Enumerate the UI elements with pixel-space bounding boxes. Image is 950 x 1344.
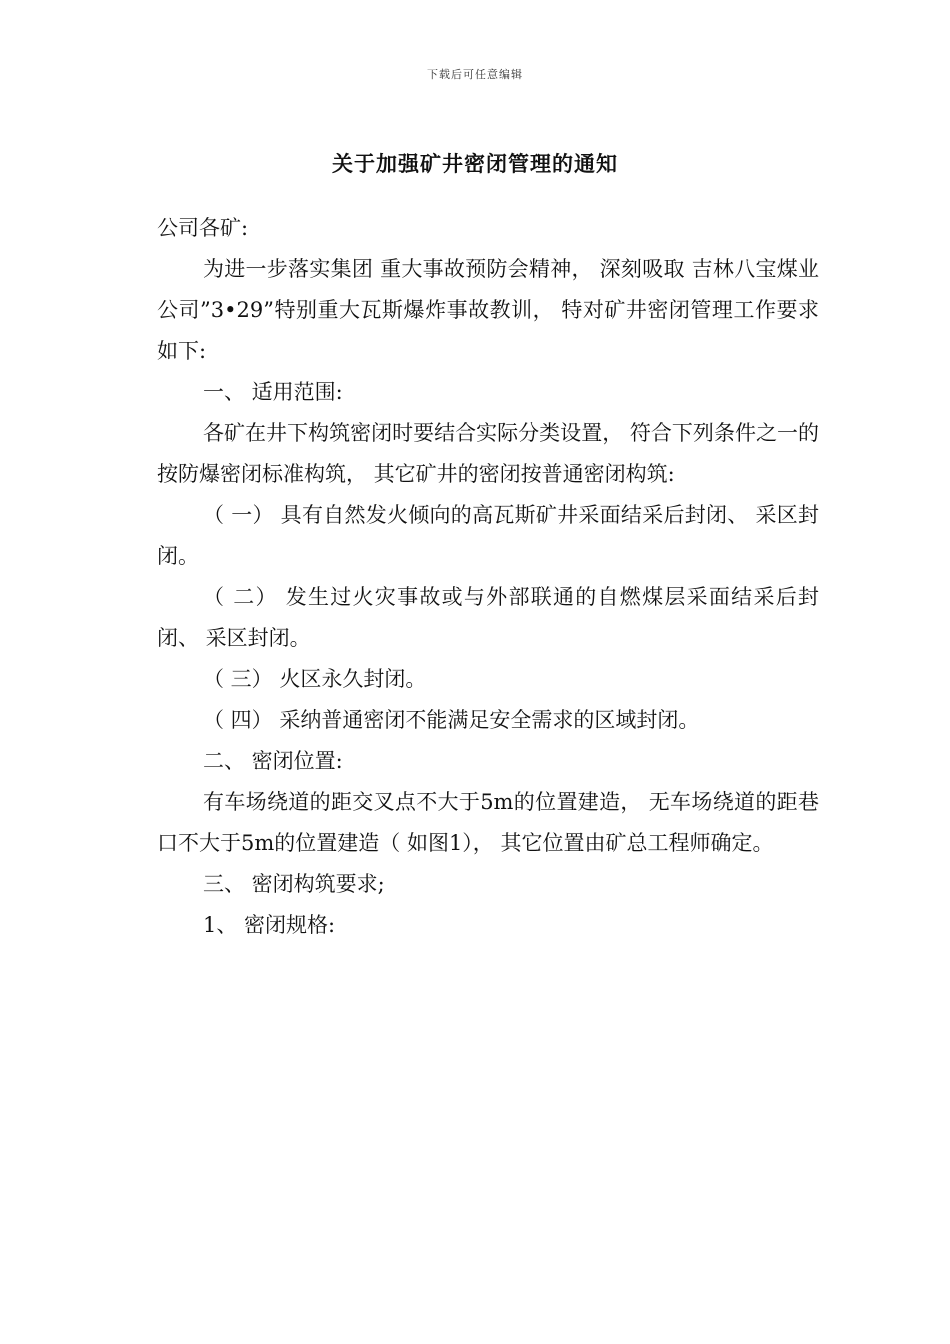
document-body	[157, 208, 819, 946]
subsection-heading-specs: 1、 密闭规格:	[203, 913, 336, 937]
salutation: 公司各矿:	[157, 216, 249, 240]
page-header-note: 下载后可任意编辑	[427, 68, 523, 81]
list-item-3: （ 三） 火区永久封闭。	[203, 667, 427, 691]
section-heading-location: 二、 密闭位置:	[203, 749, 343, 773]
list-item-4: （ 四） 采纳普通密闭不能满足安全需求的区域封闭。	[203, 708, 700, 732]
list-item-2: （ 二） 发生过火灾事故或与外部联通的自燃煤层采面结采后封闭、 采区封闭。	[157, 585, 819, 650]
section-heading-scope: 一、 适用范围:	[203, 380, 343, 404]
document-title: 关于加强矿井密闭管理的通知	[332, 151, 618, 176]
section-heading-requirements: 三、 密闭构筑要求;	[203, 872, 385, 896]
paragraph-intro: 为进一步落实集团 重大事故预防会精神， 深刻吸取 吉林八宝煤业公司”3•29”特别重大瓦斯爆炸事故教训， 特对矿井密闭管理工作要求如下:	[157, 257, 819, 363]
paragraph-scope: 各矿在井下构筑密闭时要结合实际分类设置， 符合下列条件之一的按防爆密闭标准构筑， 其它矿井的密闭按普通密闭构筑:	[157, 421, 819, 486]
paragraph-location: 有车场绕道的距交叉点不大于5m的位置建造， 无车场绕道的距巷口不大于5m的位置建造（ 如图1）， 其它位置由矿总工程师确定。	[157, 790, 819, 855]
list-item-1: （ 一） 具有自然发火倾向的高瓦斯矿井采面结采后封闭、 采区封闭。	[157, 503, 819, 568]
